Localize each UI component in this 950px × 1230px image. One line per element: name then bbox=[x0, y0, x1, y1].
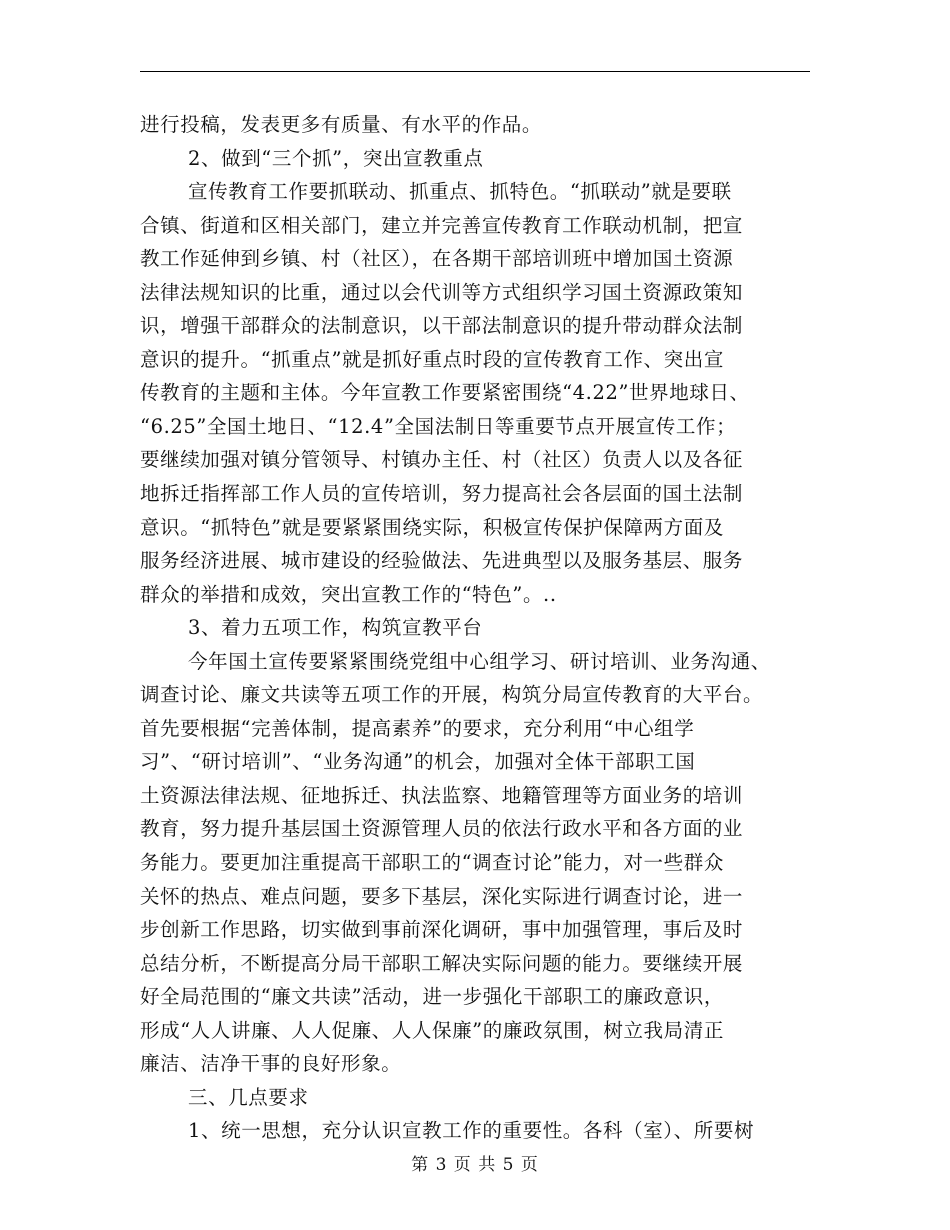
text-line: 进行投稿，发表更多有质量、有水平的作品。 bbox=[140, 113, 543, 136]
page-number-footer: 第 3 页 共 5 页 bbox=[411, 1155, 539, 1175]
text-line: 教育，努力提升基层国土资源管理人员的依法行政水平和各方面的业 bbox=[140, 817, 744, 841]
text-line: 步创新工作思路，切实做到事前深化调研，事中加强管理，事后及时 bbox=[140, 918, 744, 942]
text-line: 法律法规知识的比重，通过以会代训等方式组织学习国土资源政策知 bbox=[140, 280, 744, 304]
text-line: 教工作延伸到乡镇、村（社区），在各期干部培训班中增加国土资源 bbox=[140, 247, 734, 271]
text-line: 宣传教育工作要抓联动、抓重点、抓特色。“抓联动”就是要联 bbox=[188, 180, 732, 204]
text-line: 务能力。要更加注重提高干部职工的“调查讨论”能力，对一些群众 bbox=[140, 851, 724, 875]
text-line: 服务经济进展、城市建设的经验做法、先进典型以及服务基层、服务 bbox=[140, 549, 744, 573]
text-line: 好全局范围的“廉文共读”活动，进一步强化干部职工的廉政意识， bbox=[140, 985, 724, 1009]
text-line: 传教育的主题和主体。今年宣教工作要紧密围绕“4.22”世界地球日、 bbox=[140, 381, 750, 405]
text-line: 2、做到“三个抓”，突出宣教重点 bbox=[188, 146, 484, 170]
text-line: 要继续加强对镇分管领导、村镇办主任、村（社区）负责人以及各征 bbox=[140, 448, 744, 472]
document-body bbox=[140, 108, 820, 1148]
text-line: 意识。“抓特色”就是要紧紧围绕实际，积极宣传保护保障两方面及 bbox=[140, 515, 724, 539]
text-line: 群众的举措和成效，突出宣教工作的“特色”。.. bbox=[140, 582, 557, 606]
text-line: 识，增强干部群众的法制意识，以干部法制意识的提升带动群众法制 bbox=[140, 314, 744, 338]
text-line: 地拆迁指挥部工作人员的宣传培训，努力提高社会各层面的国土法制 bbox=[140, 482, 744, 506]
text-line: 三、几点要求 bbox=[188, 1085, 309, 1109]
text-line: 关怀的热点、难点问题，要多下基层，深化实际进行调查讨论，进一 bbox=[140, 884, 744, 908]
text-line: 首先要根据“完善体制，提高素养”的要求，充分利用“中心组学 bbox=[140, 716, 695, 740]
header-rule bbox=[140, 71, 810, 72]
text-line: 今年国土宣传要紧紧围绕党组中心组学习、研讨培训、业务沟通、 bbox=[188, 649, 771, 673]
text-line: 3、着力五项工作，构筑宣教平台 bbox=[188, 616, 483, 640]
text-line: “6.25”全国土地日、“12.4”全国法制日等重要节点开展宣传工作； bbox=[140, 414, 737, 438]
text-line: 1、统一思想，充分认识宣教工作的重要性。各科（室）、所要树 bbox=[188, 1119, 755, 1143]
text-line: 土资源法律法规、征地拆迁、执法监察、地籍管理等方面业务的培训 bbox=[140, 783, 744, 807]
text-line: 廉洁、洁净干事的良好形象。 bbox=[140, 1052, 402, 1076]
text-line: 习”、“研讨培训”、“业务沟通”的机会，加强对全体干部职工国 bbox=[140, 750, 696, 774]
text-line: 形成“人人讲廉、人人促廉、人人保廉”的廉政氛围，树立我局清正 bbox=[140, 1018, 724, 1042]
text-line: 调查讨论、廉文共读等五项工作的开展，构筑分局宣传教育的大平台。 bbox=[140, 683, 764, 707]
text-line: 合镇、街道和区相关部门，建立并完善宣传教育工作联动机制，把宣 bbox=[140, 213, 744, 237]
text-line: 总结分析，不断提高分局干部职工解决实际问题的能力。要继续开展 bbox=[140, 951, 744, 975]
text-line: 意识的提升。“抓重点”就是抓好重点时段的宣传教育工作、突出宣 bbox=[140, 347, 724, 371]
